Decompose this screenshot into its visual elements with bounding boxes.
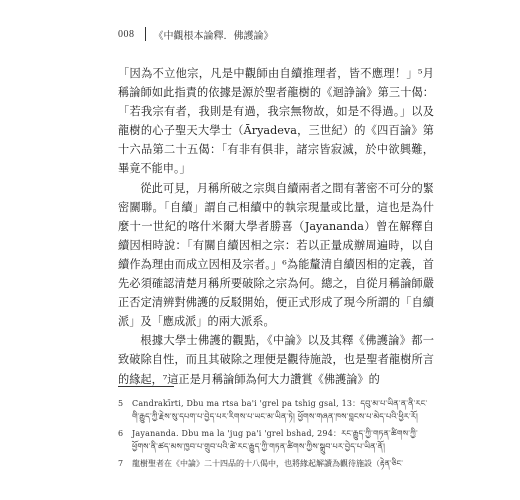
footnote <box>118 398 434 423</box>
running-title: 《中觀根本論釋．佛護論》 <box>153 30 274 42</box>
footnote-number: 7 <box>118 459 124 468</box>
footnote-separator <box>118 386 174 387</box>
footnote-text: 龍樹聖者在《中論》二十四品的十八偈中，也將緣起解讀為觀待施設（རྟེན་ཅིང་ <box>132 459 403 468</box>
page-header <box>118 26 274 42</box>
footnote-number: 6 <box>118 429 124 438</box>
footnote-text: Candrakīrti, Dbu ma rtsa ba'i 'grel pa tshig gsal, 13：དབུ་མ་པ་ཡིན་ན་ནི་རང་གི་རྒྱུད་ཀྱི་རྗེས་སུ་དཔག་པ་བྱེད་པར་རིགས་པ་ཡང་མ་ཡིན་ཏེ། ཕྱོགས་གཞན་ཁས་བླངས་པ་མེད་པའི་ཕྱིར་རོ། <box>132 399 428 421</box>
paragraph: 從此可見，月稱所破之宗與自續兩者之間有著密不可分的緊密關聯。「自續」謂自己相續中的執宗現量或比量，這也是為什麼十一世紀的喀什米爾大學者勝喜（Jayananda）曾在解釋自續因相時說：「有關自續因相之宗：若以正量成辦周遍時，以自續作為理由而成立因相及宗者。」⁶為能釐清自續因相的定義，首先必須確認清楚月稱所要破除之宗為何。總之，自從月稱論師嚴正否定清辨對佛護的反駁開始，便正式形成了現今所謂的「自續派」及「應成派」的兩大派系。 <box>118 181 434 329</box>
body-text <box>118 64 434 389</box>
footnotes <box>118 398 434 476</box>
footnote-text: Jayananda. Dbu ma la 'jug pa'i 'grel bshad, 294：རང་རྒྱུད་ཀྱི་གཏན་ཚིགས་ཀྱི་ཕྱོགས་ནི་ཚད་མས་ཁྱབ་པ་གྲུབ་པའི་ཚེ་རང་རྒྱུད་ཀྱི་གཏན་ཚིགས་ཀྱིས་སྒྲུབ་པར་བྱེད་པ་ཡིན་ནོ། <box>132 429 418 451</box>
footnote <box>118 428 434 453</box>
footnote-number: 5 <box>118 399 124 408</box>
header-divider <box>145 27 146 41</box>
footnote <box>118 458 434 471</box>
paragraph: 「因為不立他宗，凡是中觀師由自續推理者，皆不應理！」⁵月稱論師如此指責的依據是源於聖者龍樹的《迴諍論》第三十偈：「若我宗有者，我則是有過，我宗無物故，如是不得過。」以及龍樹的心子聖天大學士（Āryadeva，三世紀）的《四百論》第十六品第二十五偈：「有非有俱非，諸宗皆寂滅，於中欲興難，畢竟不能申。」 <box>118 67 434 176</box>
page-number: 008 <box>118 28 135 40</box>
paragraph: 根據大學士佛護的觀點，《中論》以及其釋《佛護論》都一致破除自性，而且其破除之理便是觀待施設，也是聖者龍樹所言的緣起，⁷這正是月稱論師為何大力讚賞《佛護論》的 <box>118 334 434 386</box>
